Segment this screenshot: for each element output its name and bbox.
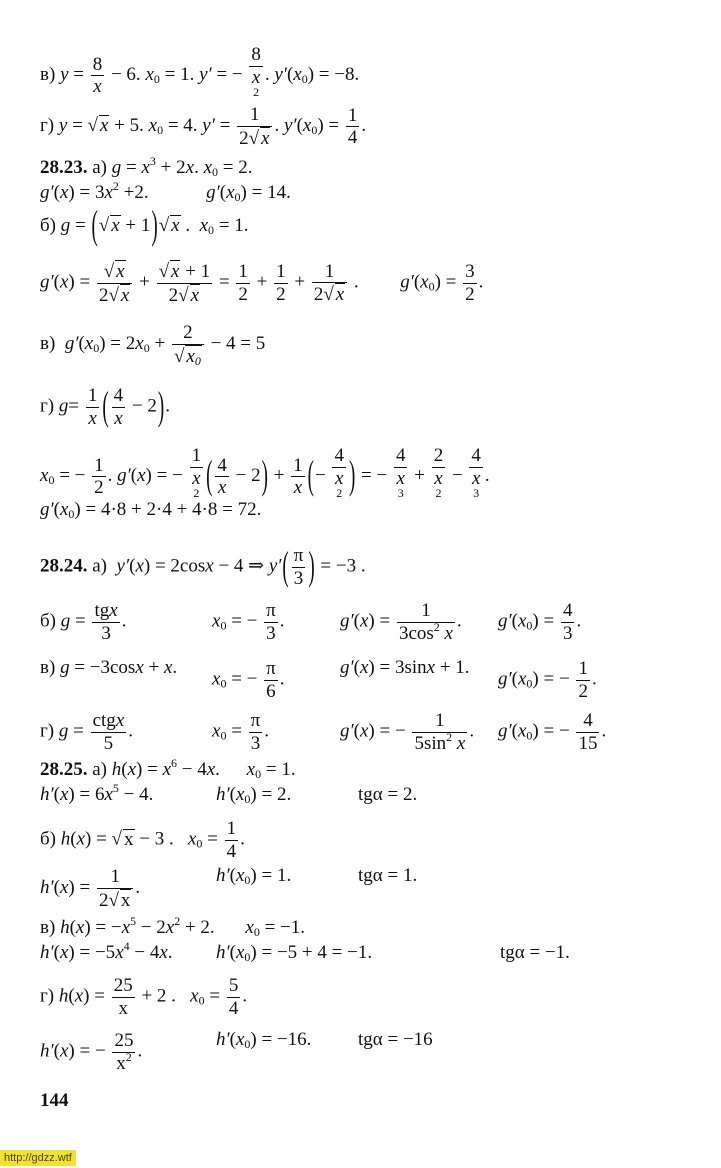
p25-b-line: б) h(x) = √ x − 3 . $x_0$ = $\frac{1}{4}$ . <box>40 818 245 862</box>
p23-a-derivative: $g'(x) = 3x^2 +2$. $g'(x_0) = 14$. <box>40 179 291 204</box>
p23-g-derivative: $x_0$ = − $\frac{1}{2}$ . g′(x) = − 1 x $^2$ ( $\frac{4}{x}$ − 2) + $\frac{1}{x}$ (− 4 x $^2$ ) = − 4 x $^3$ + 2 x $^2$ − 4 x $^3$. <box>40 445 490 500</box>
p24-g-line: г) g = ctgx 5 . $x_0$ = $\frac{\pi}{3}$ . g′(x) = − $\frac{1}{5\sin^2 x}$ . $g'(x_0)$ = − $\frac{4}{15}$ . <box>40 710 607 754</box>
p25-g-derivative: h′(x) = − $\frac{25}{x^2}$ . $h'(x_0) = -16$. tgα = −16 <box>40 1029 433 1074</box>
prev-v-line: в) y = $\frac{8}{x}$ − 6. $x_0 = 1$. y′ = − 8 x $^2$. $y'(x_0) = -8$. <box>40 44 360 99</box>
p23-b-derivative: g′(x) = $\frac{√ x}{2√ x}$ + $\frac{√ x + 1}{2√ x}$ = $\frac{1}{2}$ + $\frac{1}{2}$ + $\frac{1}{2√ x}$ . $g'(x_0)$ = $\frac{3}{2}$ . <box>40 260 484 306</box>
p23-g-line: г) g= $\frac{1}{x}$ ( $\frac{4}{x}$ − 2). <box>40 385 170 430</box>
p23-b-line: б) g = (√ x + 1)√ x . $x_0 = 1$. <box>40 204 249 249</box>
p24-a-line: 28.24. а) y′(x) = 2cosx − 4 ⇒ y′( $\frac{\pi}{3}$ ) = −3 . <box>40 545 366 590</box>
page-number: 144 <box>40 1090 69 1111</box>
prev-g-line: г) y = √ x + 5. $x_0 = 4$. y′ = $\frac{1}{2√ x}$ . $y'(x_0)$ = $\frac{1}{4}$ . <box>40 104 367 149</box>
p25-a-line: 28.25. а) $h(x) = x^6 - 4x$. $x_0 = 1$. <box>40 756 296 781</box>
p24-b-line: б) g = tgx 3 . $x_0$ = − $\frac{\pi}{3}$ . g′(x) = $\frac{1}{3\cos^2 x}$ . $g'(x_0)$ = $\frac{4}{3}$ . <box>40 600 582 644</box>
watermark-link[interactable]: http://gdzz.wtf <box>0 1150 76 1166</box>
p24-v-line: в) g = −3cosx + x. $x_0$ = − $\frac{\pi}{6}$ . g′(x) = 3sinx + 1. $g'(x_0)$ = − $\frac{1}{2}$ . <box>40 657 597 702</box>
p25-g-line: г) h(x) = $\frac{25}{x}$ + 2 . $x_0$ = $\frac{5}{4}$ . <box>40 975 248 1019</box>
p25-b-derivative: h′(x) = $\frac{1}{2√ x}$ . $h'(x_0) = 1$. tgα = 1. <box>40 865 418 911</box>
p25-v-line: в) $h(x) = -x^5 - 2x^2 + 2$. $x_0 = -1$. <box>40 914 306 939</box>
p23-v-line: в) $g'(x_0) = 2x_0$ + $\frac{2}{√ x_0}$ − 4 = 5 <box>40 322 266 368</box>
p23-a-line: 28.23. а) $g = x^3 + 2x$. $x_0 = 2$. <box>40 154 253 179</box>
p23-g-value: $g'(x_0) = 4\cdot 8 + 2\cdot 4 + 4\cdot 8 = 72$. <box>40 499 262 521</box>
p25-v-derivative: $h'(x) = -5x^4 - 4x$. $h'(x_0) = -5 + 4 = -1$. tgα = −1. <box>40 939 570 964</box>
p25-a-derivative: $h'(x) = 6x^5 - 4$. $h'(x_0) = 2$. tgα = 2. <box>40 781 418 806</box>
